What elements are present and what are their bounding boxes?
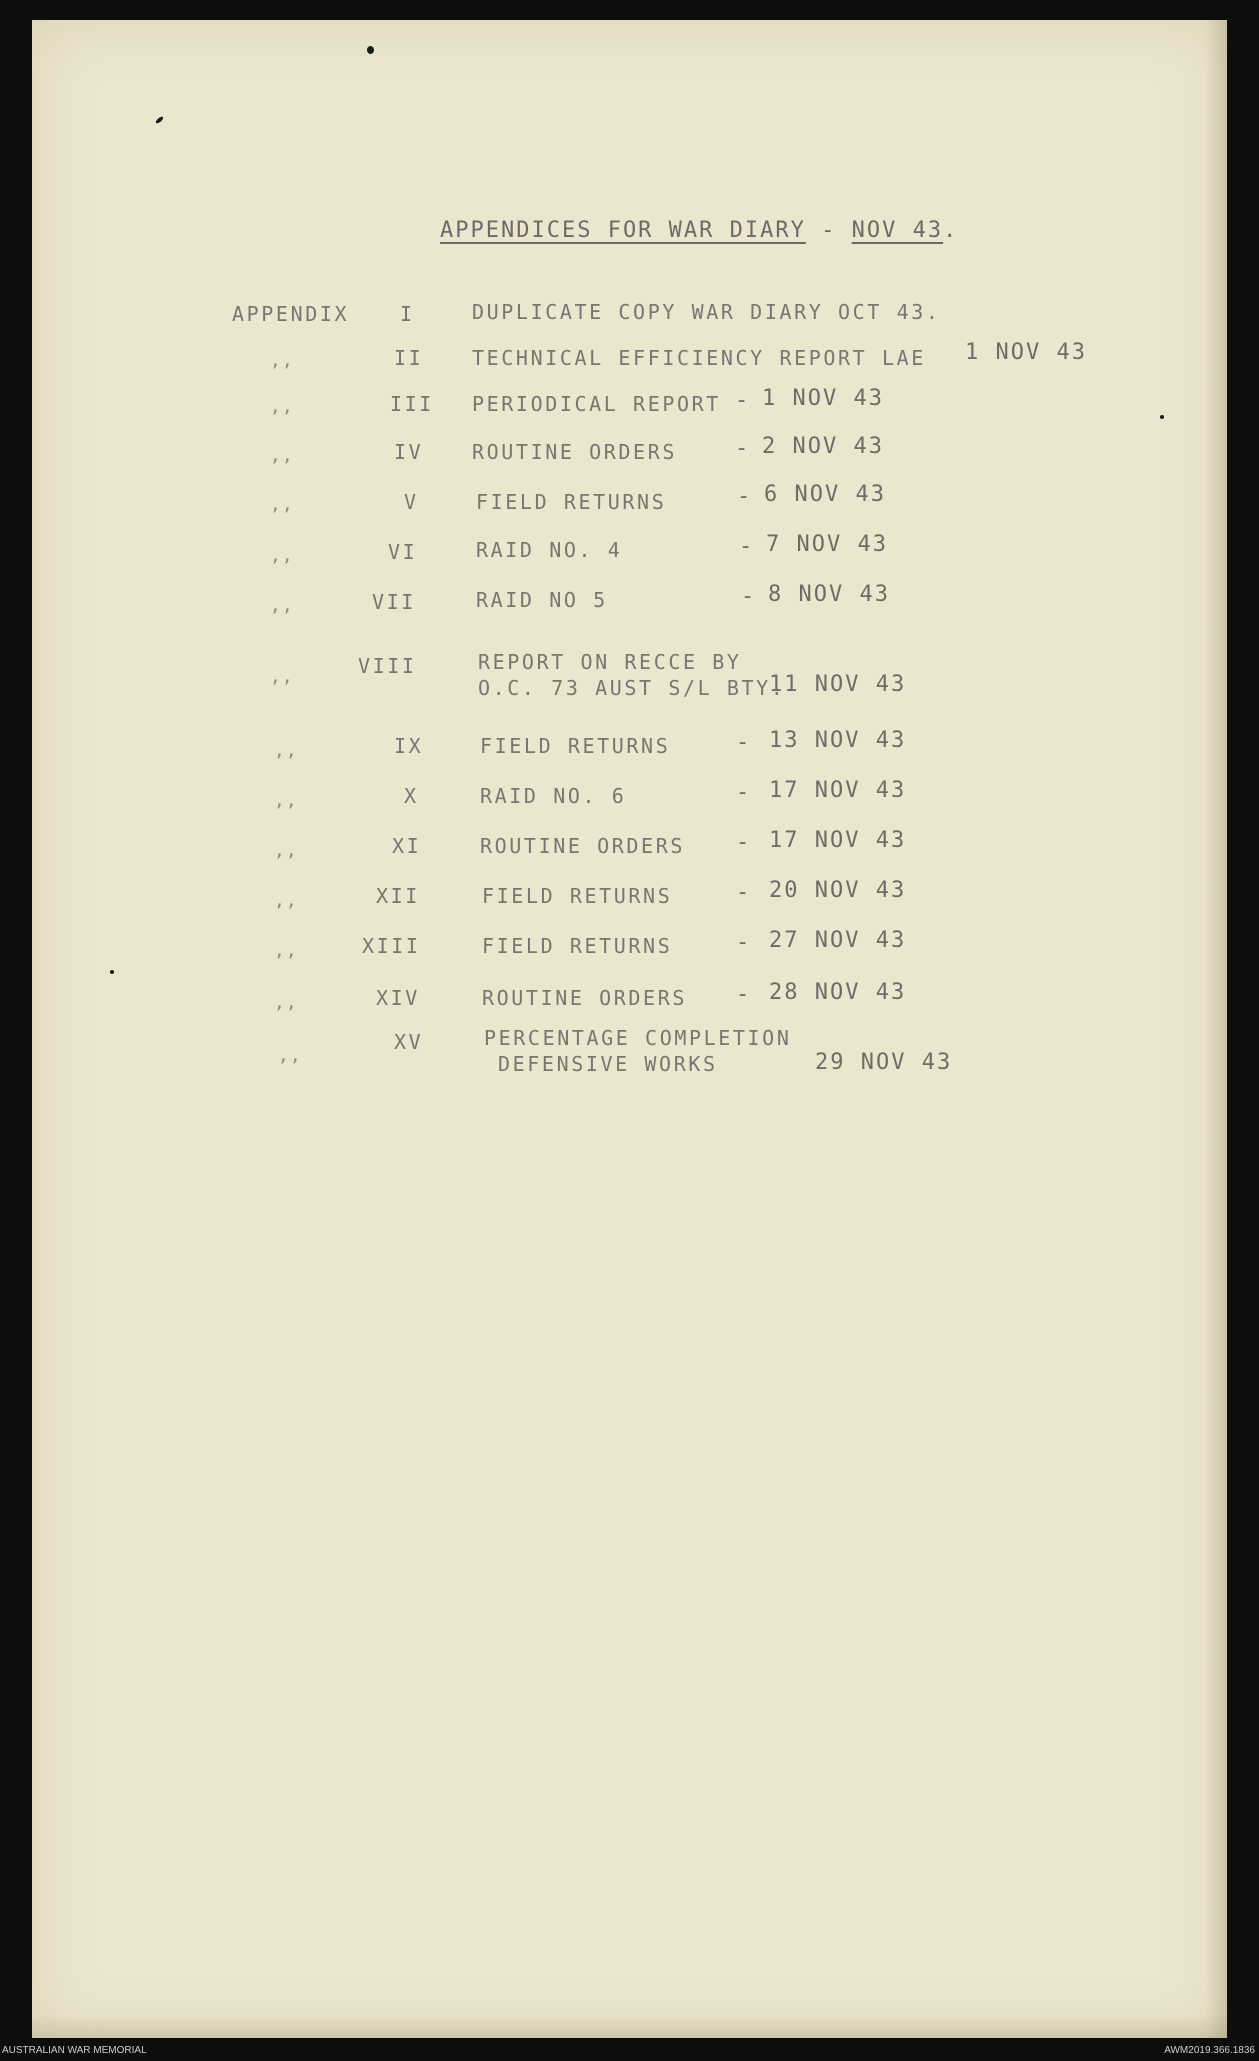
ditto-mark: ,, (274, 790, 298, 811)
appendix-date: 1 NOV 43 (762, 386, 884, 411)
appendix-numeral: XV (394, 1030, 424, 1054)
appendix-numeral: III (390, 392, 434, 416)
appendix-dash: - (736, 880, 752, 905)
title-text: APPENDICES FOR WAR DIARY (440, 218, 806, 243)
appendix-description: TECHNICAL EFFICIENCY REPORT LAE (472, 346, 926, 370)
appendix-numeral: VII (372, 590, 416, 614)
appendix-label: APPENDIX (232, 302, 350, 326)
appendix-description: ROUTINE ORDERS (472, 440, 677, 464)
ditto-mark: ,, (270, 545, 294, 566)
appendix-numeral: XIII (362, 934, 421, 958)
appendix-dash: - (741, 584, 757, 609)
appendix-description: REPORT ON RECCE BY (478, 650, 742, 674)
appendix-date: 2 NOV 43 (762, 434, 884, 459)
appendix-numeral: II (394, 346, 424, 370)
appendix-description: PERIODICAL REPORT (472, 392, 721, 416)
appendix-numeral: X (404, 784, 419, 808)
ditto-mark: ,, (270, 445, 294, 466)
appendix-numeral: XIV (376, 986, 420, 1010)
appendix-description: DUPLICATE COPY WAR DIARY OCT 43. (472, 300, 941, 324)
ditto-mark: ,, (270, 396, 294, 417)
ditto-mark: ,, (274, 740, 298, 761)
appendix-dash: - (739, 534, 755, 559)
page-title (440, 218, 958, 243)
footer-accession-number: AWM2019.366.1836 (1164, 2045, 1255, 2056)
appendix-description-line2: O.C. 73 AUST S/L BTY. (478, 676, 786, 700)
appendix-date: 11 NOV 43 (769, 672, 907, 697)
appendix-numeral: XI (392, 834, 422, 858)
document-page (32, 20, 1227, 2038)
appendix-date: 20 NOV 43 (769, 878, 907, 903)
appendix-dash: - (736, 930, 752, 955)
appendix-numeral: I (400, 302, 415, 326)
ditto-mark: ,, (270, 350, 294, 371)
appendix-description: RAID NO. 6 (480, 784, 627, 808)
ditto-mark: ,, (274, 992, 298, 1013)
appendix-description: ROUTINE ORDERS (480, 834, 685, 858)
appendix-description: PERCENTAGE COMPLETION (484, 1026, 792, 1050)
appendix-date: 17 NOV 43 (769, 828, 907, 853)
appendix-numeral: V (404, 490, 419, 514)
footer-credit: AUSTRALIAN WAR MEMORIAL (2, 2045, 147, 2056)
appendix-date: 6 NOV 43 (764, 482, 886, 507)
ditto-mark: ,, (274, 940, 298, 961)
appendix-description: FIELD RETURNS (476, 490, 667, 514)
ink-mark (1160, 415, 1164, 419)
title-date: NOV 43 (851, 218, 944, 243)
appendix-description: RAID NO 5 (476, 588, 608, 612)
ditto-mark: ,, (274, 890, 298, 911)
title-period: . (943, 218, 959, 243)
page-edge-shadow (1205, 20, 1227, 2038)
appendix-numeral: VIII (358, 654, 417, 678)
appendix-numeral: VI (388, 540, 418, 564)
ditto-mark: ,, (274, 840, 298, 861)
ditto-mark: ,, (270, 666, 294, 687)
appendix-dash: - (736, 730, 752, 755)
appendix-date: 7 NOV 43 (766, 532, 888, 557)
ditto-mark: ,, (270, 595, 294, 616)
appendix-date: 29 NOV 43 (815, 1050, 953, 1075)
ditto-mark: ,, (278, 1045, 302, 1066)
appendix-numeral: XII (376, 884, 420, 908)
appendix-numeral: IV (394, 440, 424, 464)
appendix-dash: - (735, 388, 751, 413)
ink-mark (155, 116, 164, 125)
appendix-date: 1 NOV 43 (965, 340, 1087, 365)
appendix-date: 13 NOV 43 (769, 728, 907, 753)
appendix-date: 17 NOV 43 (769, 778, 907, 803)
appendix-dash: - (735, 436, 751, 461)
appendix-description: RAID NO. 4 (476, 538, 623, 562)
appendix-dash: - (736, 982, 752, 1007)
title-dash: - (805, 218, 852, 243)
ink-mark (367, 46, 374, 54)
appendix-dash: - (736, 830, 752, 855)
appendix-description: FIELD RETURNS (482, 884, 673, 908)
ditto-mark: ,, (270, 494, 294, 515)
page-bottom-shadow (32, 2014, 1227, 2038)
appendix-dash: - (737, 484, 753, 509)
ink-mark (110, 970, 114, 974)
appendix-date: 28 NOV 43 (769, 980, 907, 1005)
appendix-description-line2: DEFENSIVE WORKS (498, 1052, 718, 1076)
appendix-description: FIELD RETURNS (482, 934, 673, 958)
appendix-date: 8 NOV 43 (768, 582, 890, 607)
appendix-date: 27 NOV 43 (769, 928, 907, 953)
appendix-numeral: IX (394, 734, 424, 758)
appendix-description: ROUTINE ORDERS (482, 986, 687, 1010)
appendix-dash: - (736, 780, 752, 805)
appendix-description: FIELD RETURNS (480, 734, 671, 758)
